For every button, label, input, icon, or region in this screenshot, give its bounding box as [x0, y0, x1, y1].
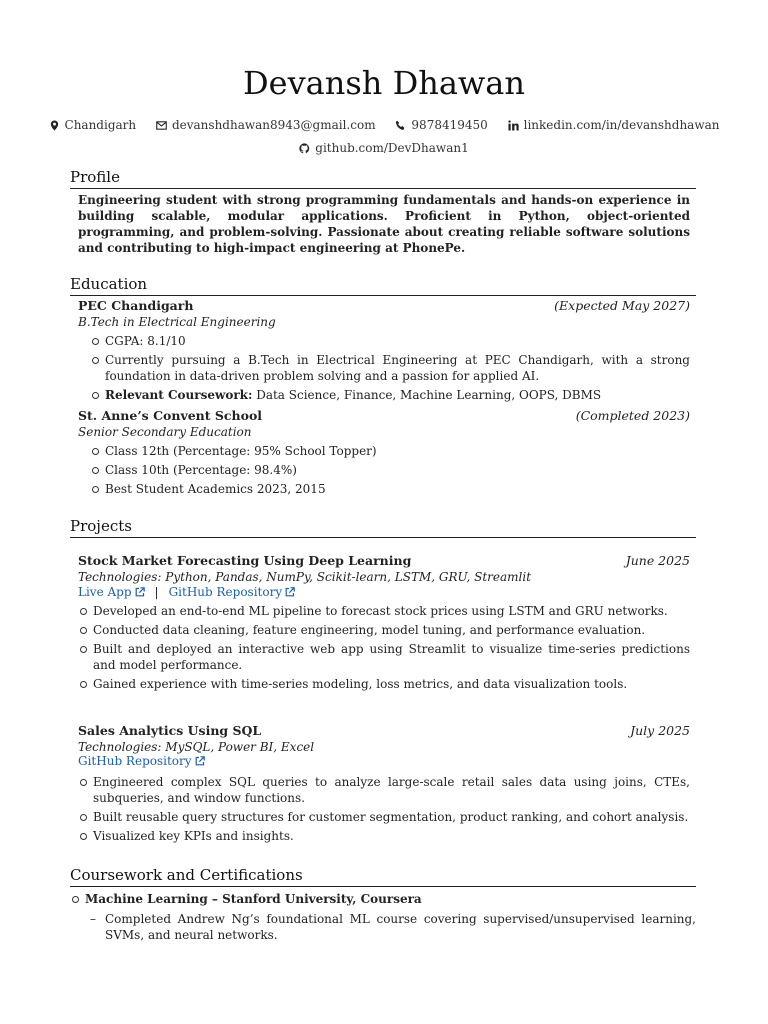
education-date: (Completed 2023): [575, 408, 690, 423]
github-repository-link[interactable]: [78, 754, 205, 768]
project-bullets: [78, 603, 690, 695]
list-item: Engineered complex SQL queries to analyze large-scale retail sales data using joins, CTEs, subqueries, and window functions.: [78, 774, 690, 806]
project-bullets: [78, 774, 690, 847]
phone-text[interactable]: 9878419450: [411, 118, 488, 132]
education-bullets: [90, 333, 690, 406]
list-item: CGPA: 8.1/10: [90, 333, 690, 349]
project-technologies: Technologies: Python, Pandas, NumPy, Scikit-learn, LSTM, GRU, Streamlit: [78, 570, 532, 584]
candidate-name: Devansh Dhawan: [243, 64, 525, 102]
project-links: [78, 753, 205, 769]
list-item: Currently pursuing a B.Tech in Electrical Engineering at PEC Chandigarh, with a strong foundation in data-driven problem solving and a passion for applied AI.: [90, 352, 690, 384]
list-item: Class 10th (Percentage: 98.4%): [90, 462, 690, 478]
project-links: [78, 584, 295, 600]
education-entry-header: [78, 298, 690, 314]
github-repository-link[interactable]: [169, 585, 296, 599]
dash-bullet: –: [90, 912, 96, 926]
live-app-link[interactable]: [78, 585, 145, 599]
github-repository-label[interactable]: GitHub Repository: [78, 754, 192, 768]
external-link-icon: [135, 587, 145, 597]
list-item: Visualized key KPIs and insights.: [78, 828, 690, 844]
linkedin-text[interactable]: linkedin.com/in/devanshdhawan: [523, 118, 720, 132]
project-date: July 2025: [630, 723, 690, 738]
list-item: Developed an end-to-end ML pipeline to forecast stock prices using LSTM and GRU networks.: [78, 603, 690, 619]
section-heading-projects: Projects: [70, 516, 696, 538]
email-text[interactable]: devanshdhawan8943@gmail.com: [171, 118, 376, 132]
project-technologies: Technologies: MySQL, Power BI, Excel: [78, 740, 315, 754]
list-item: Best Student Academics 2023, 2015: [90, 481, 690, 497]
list-item: Gained experience with time-series modeling, loss metrics, and data visualization tools.: [78, 676, 690, 692]
project-title: Stock Market Forecasting Using Deep Learning: [78, 553, 412, 568]
contact-github[interactable]: [299, 140, 468, 156]
github-text[interactable]: github.com/DevDhawan1: [315, 141, 469, 155]
github-icon: [299, 143, 310, 154]
course-detail: [90, 911, 696, 943]
project-header: [78, 723, 690, 739]
phone-icon: [395, 120, 406, 131]
contact-email[interactable]: [156, 117, 376, 133]
linkedin-icon: [508, 120, 519, 131]
list-item: Class 12th (Percentage: 95% School Topper): [90, 443, 690, 459]
external-link-icon: [285, 587, 295, 597]
contact-linkedin[interactable]: [508, 117, 720, 133]
institution-name: St. Anne’s Convent School: [78, 408, 263, 423]
contact-line-1: [0, 117, 768, 135]
course-title: Machine Learning – Stanford University, Coursera: [85, 892, 422, 906]
institution-name: PEC Chandigarh: [78, 298, 194, 313]
project-title: Sales Analytics Using SQL: [78, 723, 262, 738]
coursework-list: [70, 891, 696, 910]
education-entry-header: [78, 408, 690, 424]
degree-title: Senior Secondary Education: [78, 425, 252, 439]
list-item: Conducted data cleaning, feature engineering, model tuning, and performance evaluation.: [78, 622, 690, 638]
section-heading-profile: Profile: [70, 167, 696, 189]
contact-line-2: [0, 140, 768, 158]
contact-location: [49, 117, 137, 133]
list-item: [70, 891, 696, 907]
coursework-value: Data Science, Finance, Machine Learning, OOPS, DBMS: [252, 388, 602, 402]
live-app-label[interactable]: Live App: [78, 585, 132, 599]
list-item: [90, 387, 690, 403]
section-heading-education: Education: [70, 274, 696, 296]
coursework-label: Relevant Coursework:: [105, 388, 253, 402]
project-header: [78, 553, 690, 569]
list-item: Built and deployed an interactive web app using Streamlit to visualize time-series predictions and model performance.: [78, 641, 690, 673]
course-detail-text: Completed Andrew Ng’s foundational ML course covering supervised/unsupervised learning, SVMs, and neural networks.: [105, 912, 696, 942]
location-text: Chandigarh: [64, 118, 137, 132]
contact-phone[interactable]: [395, 117, 487, 133]
map-pin-icon: [49, 120, 60, 131]
degree-title: B.Tech in Electrical Engineering: [78, 315, 276, 329]
list-item: Built reusable query structures for customer segmentation, product ranking, and cohort analysis.: [78, 809, 690, 825]
education-date: (Expected May 2027): [554, 298, 690, 313]
github-repository-label[interactable]: GitHub Repository: [168, 585, 283, 599]
external-link-icon: [195, 756, 205, 766]
profile-summary: Engineering student with strong programming fundamentals and hands-on experience in building scalable, modular applications. Proficient in Python, object-oriented programming, and problem-solving. Passionate about creating reliable software solutions and contributing to high-impact engineering at PhonePe.: [78, 193, 690, 255]
section-heading-coursework: Coursework and Certifications: [70, 865, 696, 887]
education-bullets: [90, 443, 690, 500]
link-separator: |: [154, 585, 159, 599]
envelope-icon: [156, 120, 167, 131]
project-date: June 2025: [625, 553, 690, 568]
